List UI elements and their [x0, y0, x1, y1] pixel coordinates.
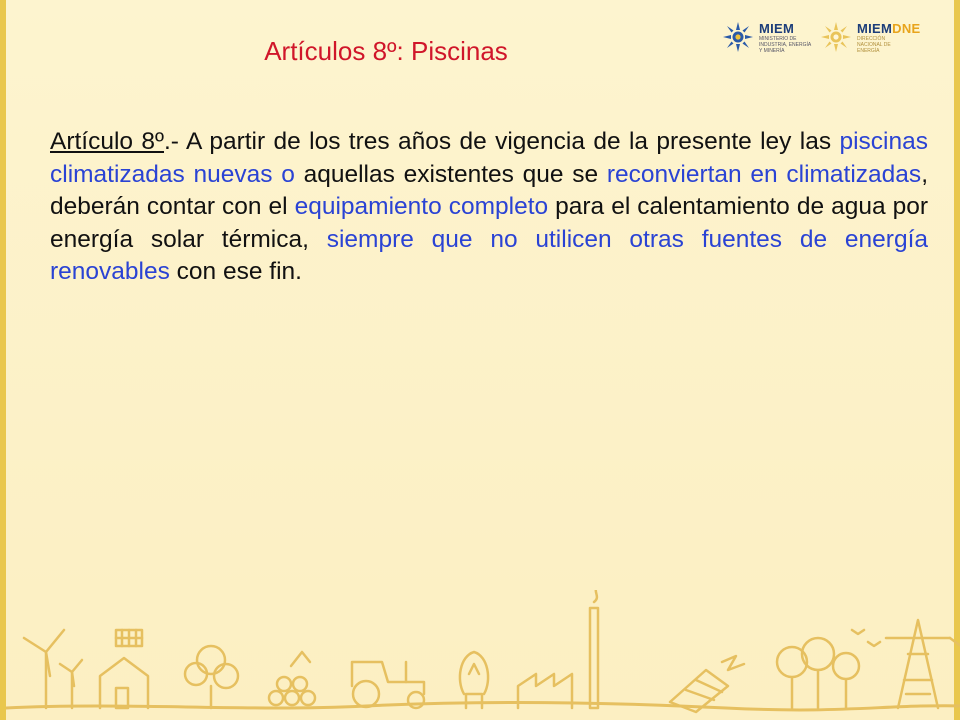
article-highlight: equipamiento completo: [294, 193, 549, 221]
article-text: aquellas existentes que se: [294, 160, 607, 188]
miem-logo-name: MIEM: [759, 20, 795, 36]
article-heading: Artículo 8º: [50, 128, 164, 155]
article-text: , deberán contar con el: [50, 160, 928, 221]
trees-icon: [777, 630, 880, 708]
miemdne-logo: [819, 20, 921, 54]
light-bulb-icon: [460, 652, 488, 708]
wind-turbine-icon: [24, 630, 82, 708]
log-pile-icon: [269, 652, 315, 705]
factory-icon: [518, 590, 600, 708]
article-highlight: siempre que no utilicen otras fuentes de energía renovables: [50, 225, 928, 286]
miemdne-logo-name: [857, 21, 921, 36]
power-tower-icon: [886, 620, 960, 708]
tractor-icon: [352, 662, 424, 708]
miemdne-logo-subtitle: DIRECCIÓN NACIONAL DE ENERGÍA: [857, 35, 891, 54]
sunburst-emblem-icon: [721, 20, 755, 54]
solar-panel-icon: [670, 656, 744, 712]
miem-logo: [721, 20, 811, 54]
article-highlight: reconviertan en climatizadas: [606, 160, 922, 188]
miemdne-logo-name-b: DNE: [892, 20, 921, 36]
article-paragraph: [50, 126, 928, 289]
article-highlight: piscinas climatizadas nuevas o: [50, 128, 928, 188]
miemdne-logo-name-a: MIEM: [857, 20, 893, 36]
energy-illustration-footer: [6, 590, 960, 720]
article-text: para el calentamiento de agua por energía solar térmica,: [50, 193, 928, 253]
tree-icon: [185, 646, 238, 708]
article-text: .- A partir de los tres años de vigencia de la presente ley las: [164, 128, 840, 155]
sunburst-emblem-icon: [819, 20, 853, 54]
miem-logo-subtitle: MINISTERIO DE INDUSTRIA, ENERGÍA Y MINERÍA: [759, 35, 811, 54]
slide-title: Artículos 8º: Piscinas: [264, 36, 508, 66]
solar-house-icon: [100, 630, 148, 708]
article-text: con ese fin.: [169, 258, 302, 286]
